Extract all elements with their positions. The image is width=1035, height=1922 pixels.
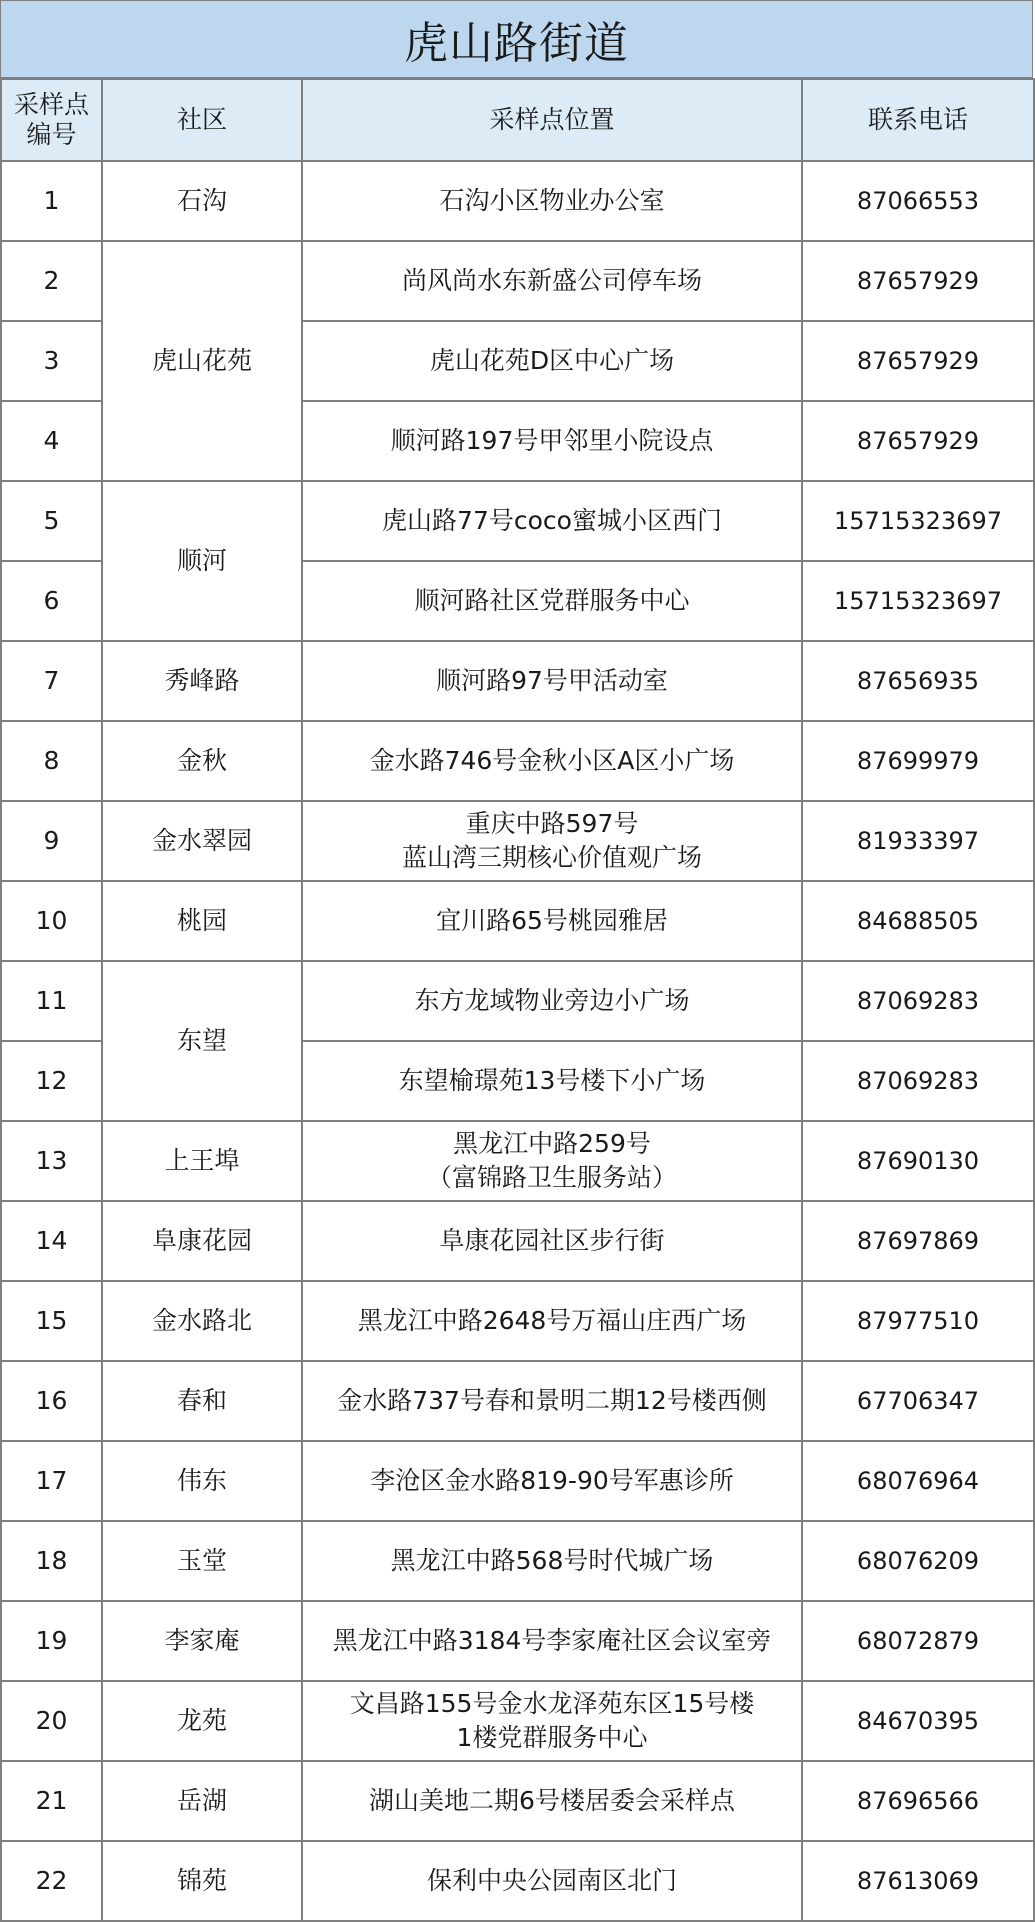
table-row <box>1 1201 1034 1281</box>
table-row <box>1 1441 1034 1521</box>
cell-community: 顺河 <box>102 481 302 641</box>
cell-number: 22 <box>1 1841 102 1921</box>
cell-location <box>302 1761 802 1841</box>
cell-phone: 87657929 <box>802 401 1034 481</box>
location-line: 东望榆璟苑13号楼下小广场 <box>398 1066 706 1095</box>
cell-phone: 87977510 <box>802 1281 1034 1361</box>
cell-phone: 87069283 <box>802 1041 1034 1121</box>
cell-community: 李家庵 <box>102 1601 302 1681</box>
cell-phone: 87697869 <box>802 1201 1034 1281</box>
cell-community: 秀峰路 <box>102 641 302 721</box>
header-number-line2: 编号 <box>26 120 77 149</box>
cell-community: 上王埠 <box>102 1121 302 1201</box>
cell-location <box>302 1361 802 1441</box>
cell-community: 锦苑 <box>102 1841 302 1921</box>
location-line: 阜康花园社区步行街 <box>439 1226 665 1255</box>
cell-location <box>302 881 802 961</box>
cell-location <box>302 1601 802 1681</box>
cell-phone: 87696566 <box>802 1761 1034 1841</box>
cell-phone: 87613069 <box>802 1841 1034 1921</box>
table-row <box>1 1521 1034 1601</box>
cell-location <box>302 1521 802 1601</box>
cell-number: 18 <box>1 1521 102 1601</box>
table-body <box>1 161 1034 1921</box>
cell-phone: 87657929 <box>802 321 1034 401</box>
header-number <box>1 79 102 161</box>
table-row <box>1 1761 1034 1841</box>
cell-community: 玉堂 <box>102 1521 302 1601</box>
cell-phone: 87690130 <box>802 1121 1034 1201</box>
table-row <box>1 721 1034 801</box>
cell-phone: 87656935 <box>802 641 1034 721</box>
cell-number: 8 <box>1 721 102 801</box>
cell-phone: 68076964 <box>802 1441 1034 1521</box>
location-line: 湖山美地二期6号楼居委会采样点 <box>369 1786 735 1815</box>
cell-number: 16 <box>1 1361 102 1441</box>
cell-community: 金水翠园 <box>102 801 302 881</box>
table-row <box>1 801 1034 881</box>
location-line: 虎山花苑D区中心广场 <box>429 346 675 375</box>
cell-phone: 68072879 <box>802 1601 1034 1681</box>
cell-number: 20 <box>1 1681 102 1761</box>
page-title: 虎山路街道 <box>0 0 1033 78</box>
cell-phone: 81933397 <box>802 801 1034 881</box>
location-line: 黑龙江中路259号 <box>453 1129 651 1158</box>
cell-number: 7 <box>1 641 102 721</box>
cell-location <box>302 161 802 241</box>
cell-location <box>302 321 802 401</box>
cell-location <box>302 481 802 561</box>
cell-location <box>302 641 802 721</box>
cell-phone: 68076209 <box>802 1521 1034 1601</box>
cell-community: 春和 <box>102 1361 302 1441</box>
location-line: 黑龙江中路568号时代城广场 <box>390 1546 714 1575</box>
cell-phone: 87069283 <box>802 961 1034 1041</box>
header-number-line1: 采样点 <box>13 90 89 119</box>
table-row <box>1 881 1034 961</box>
cell-phone: 87699979 <box>802 721 1034 801</box>
cell-location <box>302 721 802 801</box>
cell-phone: 15715323697 <box>802 561 1034 641</box>
location-line: 保利中央公园南区北门 <box>426 1866 677 1895</box>
cell-number: 19 <box>1 1601 102 1681</box>
location-line: 宜川路65号桃园雅居 <box>436 906 668 935</box>
cell-number: 17 <box>1 1441 102 1521</box>
cell-number: 21 <box>1 1761 102 1841</box>
location-line: 东方龙域物业旁边小广场 <box>414 986 690 1015</box>
cell-phone: 67706347 <box>802 1361 1034 1441</box>
cell-number: 10 <box>1 881 102 961</box>
cell-community: 东望 <box>102 961 302 1121</box>
location-line: 1楼党群服务中心 <box>456 1723 648 1752</box>
cell-number: 13 <box>1 1121 102 1201</box>
location-line: 重庆中路597号 <box>465 809 639 838</box>
table-row <box>1 1361 1034 1441</box>
cell-number: 15 <box>1 1281 102 1361</box>
location-line: 李沧区金水路819-90号军惠诊所 <box>370 1466 734 1495</box>
header-row <box>1 79 1034 161</box>
cell-community: 金水路北 <box>102 1281 302 1361</box>
cell-community: 金秋 <box>102 721 302 801</box>
table-row <box>1 241 1034 321</box>
location-line: 黑龙江中路3184号李家庵社区会议室旁 <box>332 1626 772 1655</box>
location-line: 文昌路155号金水龙泽苑东区15号楼 <box>349 1689 755 1718</box>
location-line: 虎山路77号coco蜜城小区西门 <box>382 506 722 535</box>
cell-community: 伟东 <box>102 1441 302 1521</box>
cell-community: 阜康花园 <box>102 1201 302 1281</box>
table-row <box>1 1681 1034 1761</box>
table-row <box>1 481 1034 561</box>
table-row <box>1 1121 1034 1201</box>
cell-number: 6 <box>1 561 102 641</box>
table-row <box>1 161 1034 241</box>
cell-location <box>302 1681 802 1761</box>
location-line: 尚风尚水东新盛公司停车场 <box>401 266 702 295</box>
cell-location <box>302 241 802 321</box>
cell-phone: 87657929 <box>802 241 1034 321</box>
cell-number: 5 <box>1 481 102 561</box>
cell-location <box>302 561 802 641</box>
table-row <box>1 1601 1034 1681</box>
cell-community: 龙苑 <box>102 1681 302 1761</box>
location-line: 黑龙江中路2648号万福山庄西广场 <box>357 1306 747 1335</box>
cell-number: 1 <box>1 161 102 241</box>
cell-community: 虎山花苑 <box>102 241 302 481</box>
cell-location <box>302 1281 802 1361</box>
location-line: 金水路737号春和景明二期12号楼西侧 <box>337 1386 767 1415</box>
location-line: 顺河路97号甲活动室 <box>436 666 668 695</box>
cell-community: 岳湖 <box>102 1761 302 1841</box>
table-row <box>1 1281 1034 1361</box>
sampling-points-table <box>0 78 1035 1922</box>
cell-number: 14 <box>1 1201 102 1281</box>
location-line: 顺河路197号甲邻里小院设点 <box>390 426 714 455</box>
cell-number: 2 <box>1 241 102 321</box>
cell-phone: 87066553 <box>802 161 1034 241</box>
cell-number: 3 <box>1 321 102 401</box>
cell-number: 9 <box>1 801 102 881</box>
location-line: 顺河路社区党群服务中心 <box>414 586 690 615</box>
location-line: 金水路746号金秋小区A区小广场 <box>369 746 735 775</box>
cell-location <box>302 401 802 481</box>
header-community: 社区 <box>102 79 302 161</box>
cell-number: 11 <box>1 961 102 1041</box>
cell-location <box>302 1121 802 1201</box>
location-line: 蓝山湾三期核心价值观广场 <box>401 843 702 872</box>
cell-phone: 15715323697 <box>802 481 1034 561</box>
cell-location <box>302 961 802 1041</box>
table-row <box>1 961 1034 1041</box>
header-phone: 联系电话 <box>802 79 1034 161</box>
cell-number: 12 <box>1 1041 102 1121</box>
header-location: 采样点位置 <box>302 79 802 161</box>
cell-location <box>302 1441 802 1521</box>
cell-number: 4 <box>1 401 102 481</box>
table-row <box>1 1841 1034 1921</box>
cell-phone: 84688505 <box>802 881 1034 961</box>
location-line: 石沟小区物业办公室 <box>439 186 665 215</box>
cell-community: 桃园 <box>102 881 302 961</box>
location-line: （富锦路卫生服务站） <box>426 1163 677 1192</box>
cell-location <box>302 1841 802 1921</box>
cell-community: 石沟 <box>102 161 302 241</box>
cell-location <box>302 1041 802 1121</box>
cell-location <box>302 1201 802 1281</box>
cell-phone: 84670395 <box>802 1681 1034 1761</box>
cell-location <box>302 801 802 881</box>
table-row <box>1 641 1034 721</box>
